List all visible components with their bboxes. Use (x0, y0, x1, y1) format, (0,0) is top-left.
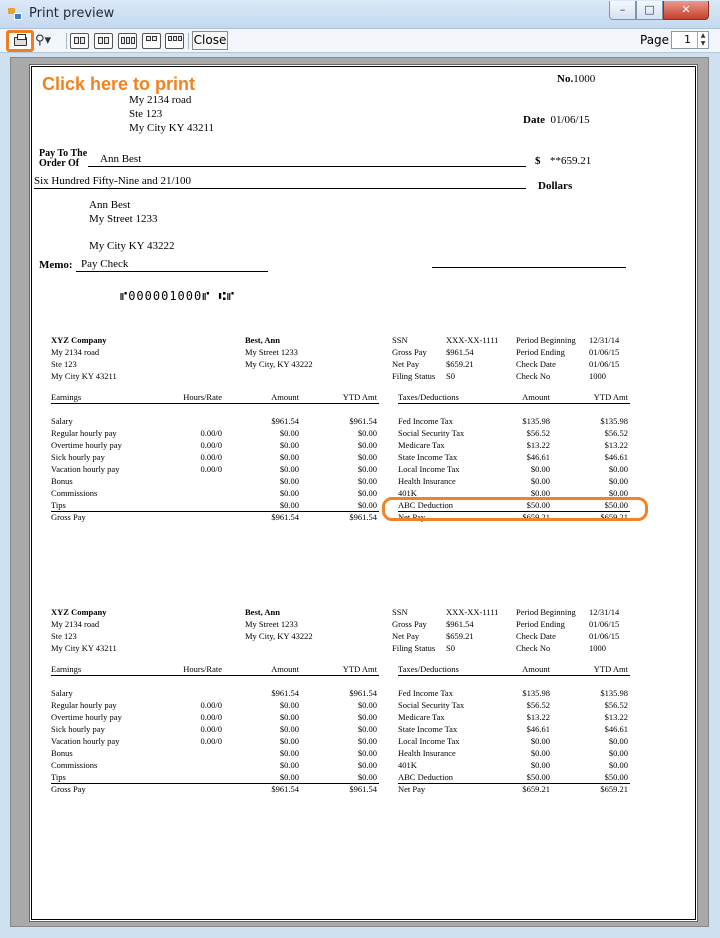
earnings-row-label: Sick hourly pay (51, 452, 105, 462)
earnings-row-ytd: $0.00 (357, 440, 377, 450)
deduction-row-label: 401K (398, 488, 417, 498)
payer-address-line1: My 2134 road (129, 94, 192, 106)
earnings-row-rate: 0.00/0 (200, 428, 222, 438)
employee-address-line: My Street 1233 (245, 347, 298, 357)
dollar-sign: $ (535, 155, 541, 167)
earnings-row-rate: 0.00/0 (200, 724, 222, 734)
toolbar-separator (66, 33, 67, 49)
four-pages-button[interactable] (142, 33, 161, 49)
deduction-row-label: 401K (398, 760, 417, 770)
preview-area[interactable] (10, 57, 709, 927)
zoom-dropdown-button[interactable]: ⚲▾ (35, 33, 52, 48)
deduction-row-amount: $0.00 (530, 476, 550, 486)
info-value: S0 (446, 371, 455, 381)
net-pay-amount: $659.21 (522, 784, 550, 794)
memo-text: Pay Check (81, 258, 129, 270)
earnings-row-label: Vacation hourly pay (51, 464, 120, 474)
deduction-row-ytd: $0.00 (608, 464, 628, 474)
employee-name: Best, Ann (245, 607, 280, 617)
three-pages-button[interactable] (118, 33, 137, 49)
deduction-row-ytd: $13.22 (604, 440, 628, 450)
earnings-row-label: Bonus (51, 748, 73, 758)
employee-address-line: My Street 1233 (245, 619, 298, 629)
earnings-header: YTD Amt (342, 664, 377, 674)
page-preview (29, 64, 698, 922)
gross-pay-amount: $961.54 (271, 784, 299, 794)
deduction-row-label: Health Insurance (398, 748, 456, 758)
printer-icon (14, 37, 27, 46)
info-label: Net Pay (392, 631, 420, 641)
company-address-line: My City KY 43211 (51, 643, 117, 653)
earnings-header: YTD Amt (342, 392, 377, 402)
check-amount: **659.21 (550, 155, 592, 167)
gross-pay-ytd: $961.54 (349, 512, 377, 522)
earnings-row-ytd: $0.00 (357, 736, 377, 746)
deduction-row-label: Local Income Tax (398, 736, 460, 746)
deduction-row-ytd: $46.61 (604, 724, 628, 734)
deduction-row-label: ABC Deduction (398, 500, 454, 510)
deduction-row-ytd: $13.22 (604, 712, 628, 722)
info-label: SSN (392, 335, 408, 345)
gross-pay-label: Gross Pay (51, 512, 86, 522)
employee-name: Best, Ann (245, 335, 280, 345)
info-value: S0 (446, 643, 455, 653)
earnings-row-amount: $0.00 (279, 748, 299, 758)
info-value: XXX-XX-1111 (446, 335, 499, 345)
micr-line: ⑈000001000⑈ ⑆⑈ (120, 289, 236, 303)
amount-words-line (34, 188, 526, 189)
check-date: 01/06/15 (550, 114, 590, 126)
period-label: Check Date (516, 631, 556, 641)
earnings-row-ytd: $0.00 (357, 500, 377, 510)
earnings-row-ytd: $0.00 (357, 464, 377, 474)
deduction-row-ytd: $0.00 (608, 736, 628, 746)
payee-address-street: My Street 1233 (89, 213, 158, 225)
deduction-row-label: Medicare Tax (398, 440, 445, 450)
page-spinner[interactable]: ▲ ▼ (697, 32, 708, 48)
earnings-row-ytd: $961.54 (349, 688, 377, 698)
deduction-row-amount: $50.00 (526, 772, 550, 782)
earnings-row-label: Bonus (51, 476, 73, 486)
period-value: 01/06/15 (589, 631, 620, 641)
payee-address-city: My City KY 43222 (89, 240, 175, 252)
period-value: 12/31/14 (589, 335, 620, 345)
earnings-header: Earnings (51, 664, 82, 674)
payee-line (88, 166, 526, 167)
earnings-row-label: Overtime hourly pay (51, 440, 122, 450)
print-button[interactable] (6, 30, 34, 52)
deduction-row-amount: $56.52 (526, 700, 550, 710)
earnings-row-amount: $0.00 (279, 736, 299, 746)
earnings-row-amount: $0.00 (279, 428, 299, 438)
earnings-row-label: Commissions (51, 760, 98, 770)
page-number-value: 1 (684, 33, 691, 46)
deduction-row-ytd: $0.00 (608, 488, 628, 498)
earnings-row-amount: $961.54 (271, 688, 299, 698)
earnings-row-amount: $0.00 (279, 488, 299, 498)
net-pay-label: Net Pay (398, 784, 426, 794)
pay-to-label-line1: Pay To The (39, 148, 88, 159)
earnings-row-rate: 0.00/0 (200, 712, 222, 722)
period-value: 12/31/14 (589, 607, 620, 617)
earnings-row-label: Regular hourly pay (51, 700, 117, 710)
minimize-button[interactable]: – (609, 1, 636, 20)
deductions-header: YTD Amt (593, 664, 628, 674)
earnings-row-label: Salary (51, 416, 73, 426)
amount-in-words: Six Hundred Fifty-Nine and 21/100 (34, 175, 192, 187)
earnings-row-amount: $0.00 (279, 760, 299, 770)
period-label: Period Ending (516, 347, 565, 357)
deduction-row-ytd: $56.52 (604, 428, 628, 438)
deduction-row-amount: $56.52 (526, 428, 550, 438)
toolbar-separator (188, 33, 189, 49)
earnings-row-amount: $0.00 (279, 440, 299, 450)
deduction-row-label: Fed Income Tax (398, 688, 453, 698)
deductions-header: Taxes/Deductions (398, 664, 459, 674)
earnings-row-rate: 0.00/0 (200, 452, 222, 462)
deductions-header: Taxes/Deductions (398, 392, 459, 402)
net-pay-amount: $659.21 (522, 512, 550, 522)
deduction-row-ytd: $0.00 (608, 760, 628, 770)
payee-name: Ann Best (100, 153, 142, 165)
earnings-row-label: Tips (51, 500, 66, 510)
deductions-header: YTD Amt (593, 392, 628, 402)
payer-address-line3: My City KY 43211 (129, 122, 215, 134)
info-label: Filing Status (392, 371, 436, 381)
info-value: $659.21 (446, 631, 474, 641)
period-value: 01/06/15 (589, 619, 620, 629)
print-hint-annotation: Click here to print (38, 73, 199, 96)
deduction-row-ytd: $135.98 (600, 688, 628, 698)
deduction-row-amount: $135.98 (522, 416, 550, 426)
earnings-row-rate: 0.00/0 (200, 440, 222, 450)
dollars-label: Dollars (538, 180, 573, 192)
deductions-header: Amount (522, 392, 550, 402)
deduction-row-label: State Income Tax (398, 452, 458, 462)
earnings-row-rate: 0.00/0 (200, 700, 222, 710)
deduction-row-label: ABC Deduction (398, 772, 454, 782)
deductions-header-rule (398, 403, 630, 404)
earnings-row-ytd: $0.00 (357, 772, 377, 782)
window-title: Print preview (29, 6, 115, 21)
info-label: Gross Pay (392, 619, 427, 629)
net-pay-label: Net Pay (398, 512, 426, 522)
earnings-header: Amount (271, 392, 299, 402)
earnings-row-label: Commissions (51, 488, 98, 498)
signature-line (432, 267, 626, 268)
company-address-line: Ste 123 (51, 359, 77, 369)
net-pay-ytd: $659.21 (600, 784, 628, 794)
earnings-header-rule (51, 675, 379, 676)
page-number-input[interactable] (671, 31, 709, 49)
period-value: 1000 (589, 643, 606, 653)
earnings-header: Earnings (51, 392, 82, 402)
toolbar (0, 29, 720, 53)
earnings-row-ytd: $0.00 (357, 452, 377, 462)
payee-address-name: Ann Best (89, 199, 131, 211)
info-label: SSN (392, 607, 408, 617)
six-pages-button[interactable] (165, 33, 184, 49)
earnings-row-amount: $0.00 (279, 452, 299, 462)
deduction-row-ytd: $135.98 (600, 416, 628, 426)
earnings-row-amount: $0.00 (279, 712, 299, 722)
earnings-header: Hours/Rate (183, 392, 222, 402)
check-number-label: No. (557, 73, 574, 85)
title-bar (0, 0, 720, 29)
one-page-button[interactable] (70, 33, 89, 49)
deduction-row-label: State Income Tax (398, 724, 458, 734)
period-label: Period Ending (516, 619, 565, 629)
earnings-row-rate: 0.00/0 (200, 464, 222, 474)
info-value: XXX-XX-1111 (446, 607, 499, 617)
payer-address-line2: Ste 123 (129, 108, 163, 120)
deductions-header: Amount (522, 664, 550, 674)
earnings-row-label: Overtime hourly pay (51, 712, 122, 722)
gross-pay-ytd: $961.54 (349, 784, 377, 794)
company-address-line: My 2134 road (51, 619, 100, 629)
earnings-row-ytd: $0.00 (357, 760, 377, 770)
info-label: Filing Status (392, 643, 436, 653)
info-label: Net Pay (392, 359, 420, 369)
earnings-row-ytd: $0.00 (357, 712, 377, 722)
period-value: 01/06/15 (589, 359, 620, 369)
period-label: Period Beginning (516, 335, 576, 345)
company-address-line: Ste 123 (51, 631, 77, 641)
period-label: Check No (516, 371, 551, 381)
two-pages-button[interactable] (94, 33, 113, 49)
period-value: 01/06/15 (589, 347, 620, 357)
employee-address-line: My City, KY 43222 (245, 359, 313, 369)
pay-stub-2 (30, 606, 699, 806)
deduction-row-amount: $13.22 (526, 440, 550, 450)
deduction-row-label: Fed Income Tax (398, 416, 453, 426)
earnings-row-label: Regular hourly pay (51, 428, 117, 438)
deduction-row-amount: $0.00 (530, 488, 550, 498)
deduction-row-label: Medicare Tax (398, 712, 445, 722)
deductions-header-rule (398, 675, 630, 676)
earnings-row-ytd: $0.00 (357, 476, 377, 486)
gross-pay-label: Gross Pay (51, 784, 86, 794)
earnings-row-label: Salary (51, 688, 73, 698)
company-address-line: My City KY 43211 (51, 371, 117, 381)
deduction-row-amount: $46.61 (526, 452, 550, 462)
deduction-row-ytd: $56.52 (604, 700, 628, 710)
deduction-row-amount: $0.00 (530, 760, 550, 770)
period-label: Check Date (516, 359, 556, 369)
deduction-row-amount: $135.98 (522, 688, 550, 698)
company-address-line: My 2134 road (51, 347, 100, 357)
earnings-row-ytd: $0.00 (357, 428, 377, 438)
info-value: $961.54 (446, 347, 474, 357)
earnings-row-label: Vacation hourly pay (51, 736, 120, 746)
deduction-row-amount: $50.00 (526, 500, 550, 510)
deduction-row-ytd: $46.61 (604, 452, 628, 462)
deduction-row-ytd: $50.00 (604, 500, 628, 510)
earnings-row-amount: $0.00 (279, 500, 299, 510)
date-label: Date (523, 114, 545, 126)
earnings-row-ytd: $961.54 (349, 416, 377, 426)
memo-line (76, 271, 268, 272)
earnings-row-amount: $0.00 (279, 464, 299, 474)
earnings-row-amount: $0.00 (279, 700, 299, 710)
earnings-row-amount: $0.00 (279, 772, 299, 782)
employee-address-line: My City, KY 43222 (245, 631, 313, 641)
company-name: XYZ Company (51, 335, 107, 345)
earnings-row-ytd: $0.00 (357, 748, 377, 758)
deduction-row-ytd: $50.00 (604, 772, 628, 782)
deduction-row-label: Health Insurance (398, 476, 456, 486)
earnings-row-label: Tips (51, 772, 66, 782)
deduction-row-ytd: $0.00 (608, 748, 628, 758)
earnings-header-rule (51, 403, 379, 404)
info-label: Gross Pay (392, 347, 427, 357)
deduction-row-amount: $13.22 (526, 712, 550, 722)
info-value: $659.21 (446, 359, 474, 369)
earnings-row-amount: $0.00 (279, 724, 299, 734)
period-label: Period Beginning (516, 607, 576, 617)
deduction-row-label: Social Security Tax (398, 428, 465, 438)
memo-label: Memo: (39, 259, 73, 271)
earnings-row-rate: 0.00/0 (200, 736, 222, 746)
earnings-row-amount: $0.00 (279, 476, 299, 486)
earnings-row-amount: $961.54 (271, 416, 299, 426)
close-window-button[interactable]: ✕ (663, 1, 709, 20)
deduction-row-label: Social Security Tax (398, 700, 465, 710)
earnings-header: Amount (271, 664, 299, 674)
company-name: XYZ Company (51, 607, 107, 617)
earnings-row-ytd: $0.00 (357, 488, 377, 498)
deduction-row-amount: $0.00 (530, 736, 550, 746)
period-value: 1000 (589, 371, 606, 381)
maximize-button[interactable]: □ (636, 1, 663, 20)
earnings-row-ytd: $0.00 (357, 724, 377, 734)
deduction-row-label: Local Income Tax (398, 464, 460, 474)
deduction-row-amount: $46.61 (526, 724, 550, 734)
deduction-row-amount: $0.00 (530, 748, 550, 758)
app-icon (8, 8, 22, 20)
deduction-row-amount: $0.00 (530, 464, 550, 474)
gross-pay-amount: $961.54 (271, 512, 299, 522)
earnings-row-ytd: $0.00 (357, 700, 377, 710)
page-label: Page (640, 33, 670, 47)
close-button[interactable]: Close (192, 31, 228, 50)
earnings-row-label: Sick hourly pay (51, 724, 105, 734)
earnings-header: Hours/Rate (183, 664, 222, 674)
info-value: $961.54 (446, 619, 474, 629)
abc-deduction-highlight (382, 497, 648, 521)
period-label: Check No (516, 643, 551, 653)
net-pay-ytd: $659.21 (600, 512, 628, 522)
pay-to-label-line2: Order Of (39, 158, 80, 169)
check-number: 1000 (573, 73, 596, 85)
deduction-row-ytd: $0.00 (608, 476, 628, 486)
